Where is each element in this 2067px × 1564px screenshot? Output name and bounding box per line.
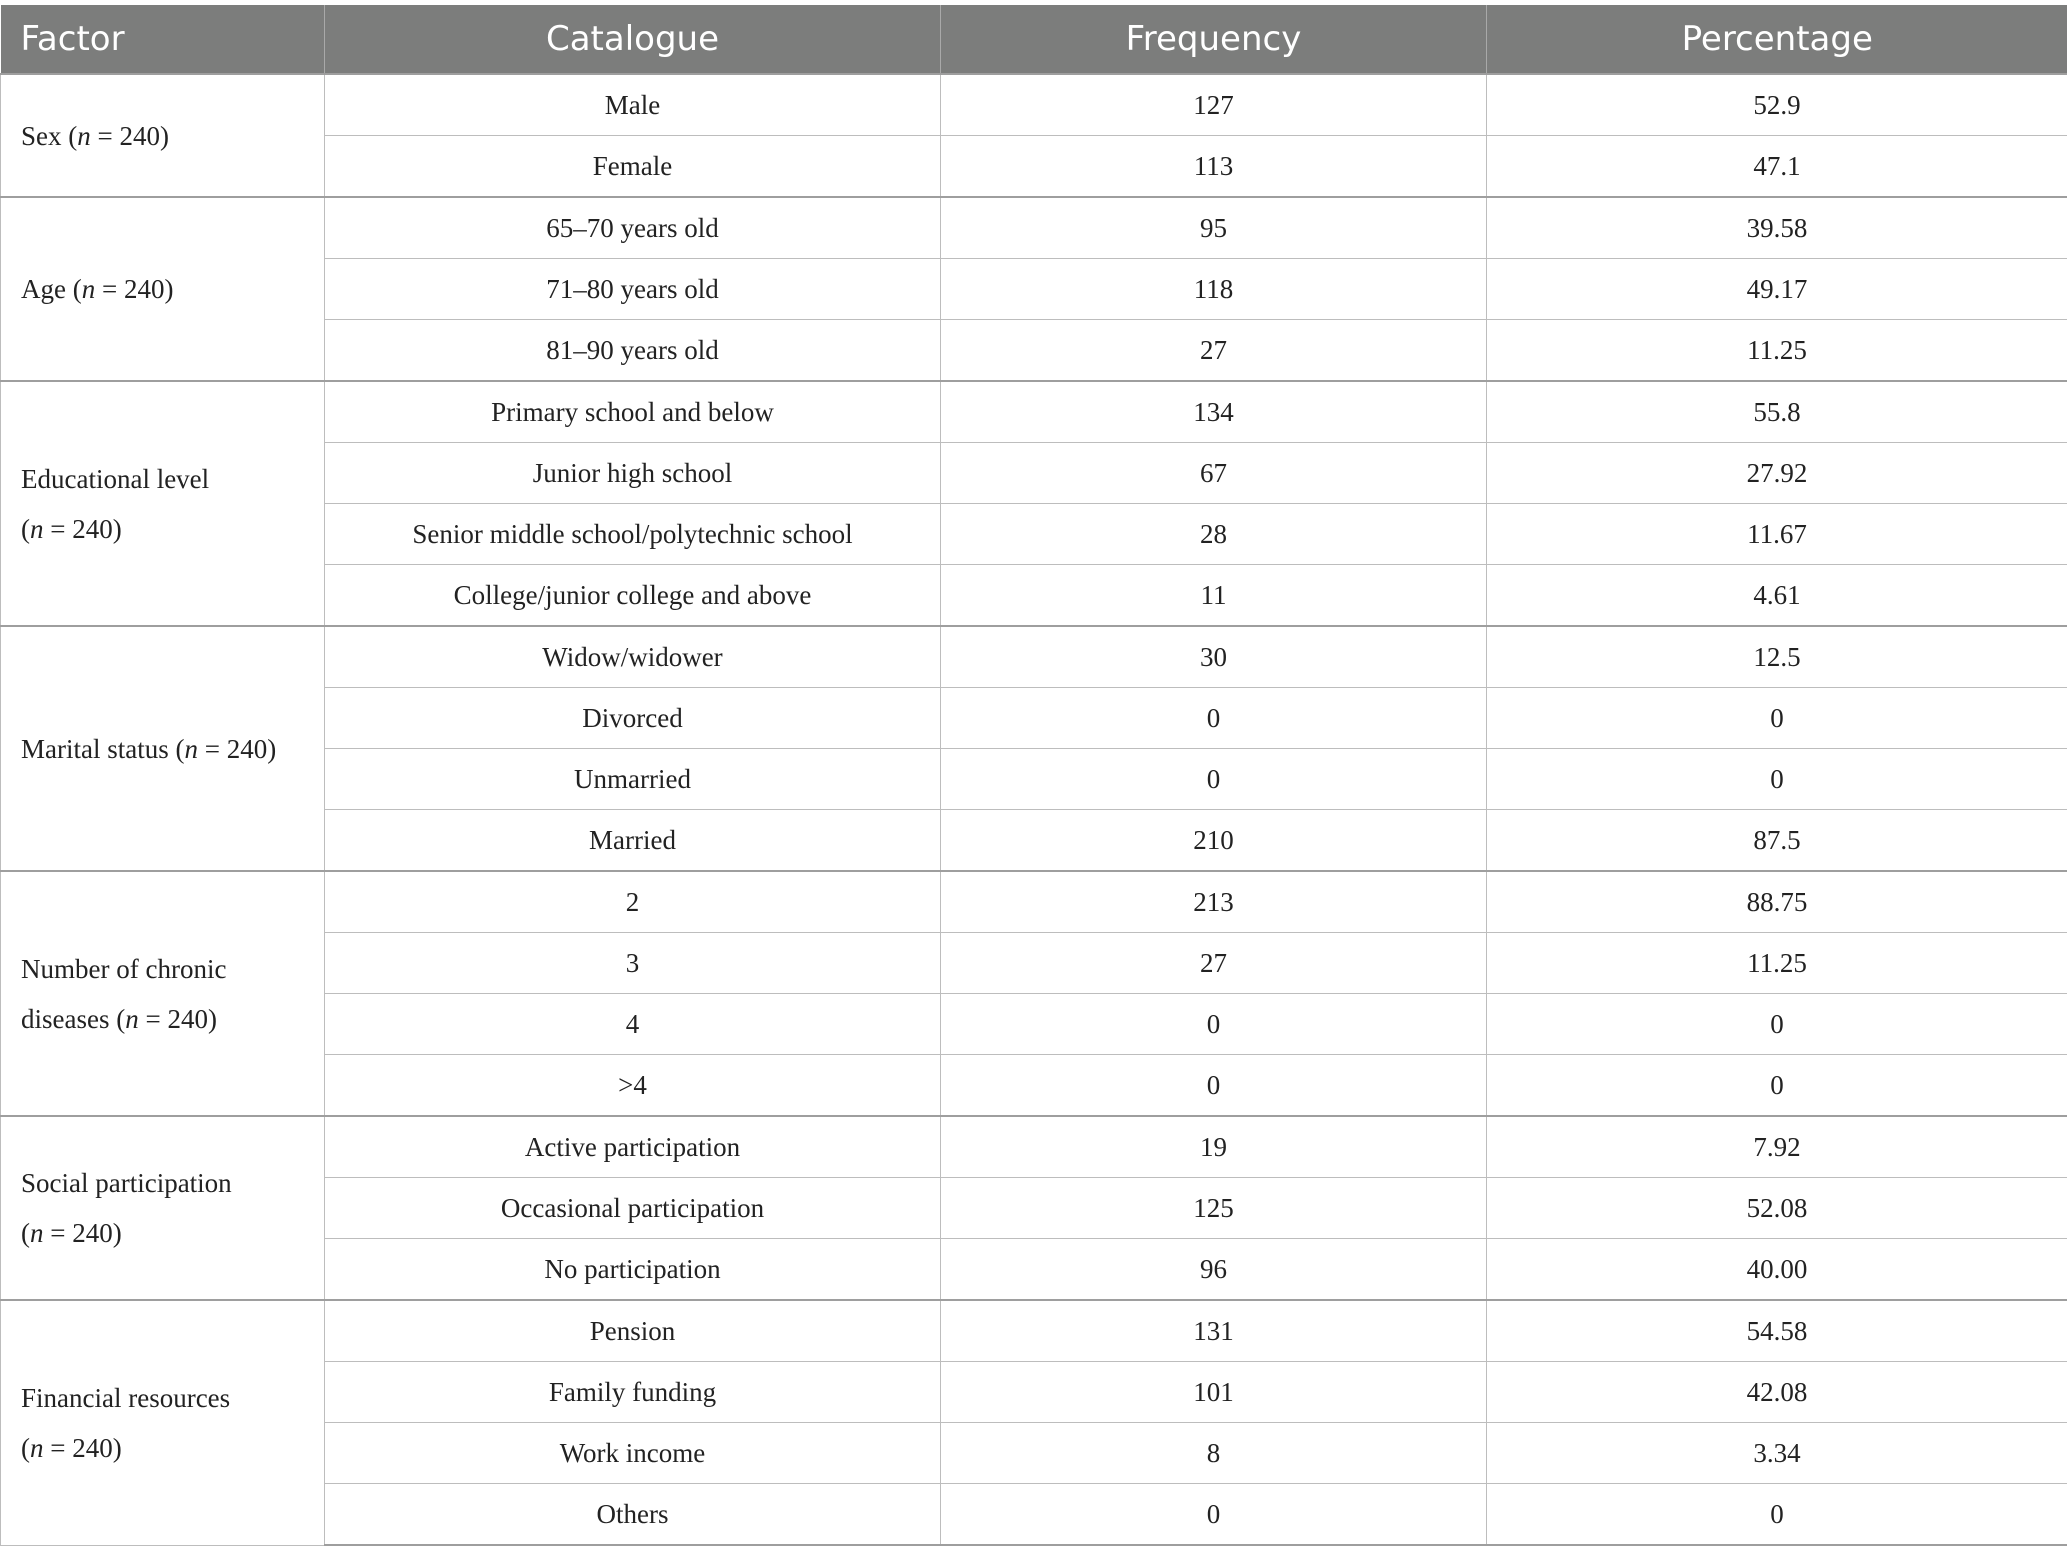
factor-sample-size <box>30 1218 122 1248</box>
percentage-cell: 7.92 <box>1487 1116 2067 1178</box>
percentage-cell: 52.08 <box>1487 1178 2067 1239</box>
catalogue-cell: 81–90 years old <box>325 320 941 382</box>
factor-sample-size <box>30 1433 122 1463</box>
factor-label: Marital status ( <box>21 733 185 764</box>
catalogue-cell: 2 <box>325 871 941 933</box>
sample-size-value: = 240) <box>95 274 174 304</box>
catalogue-cell: Family funding <box>325 1362 941 1423</box>
header-frequency: Frequency <box>941 5 1487 74</box>
table-row <box>1 871 2067 933</box>
factor-cell <box>1 1300 325 1545</box>
frequency-cell: 113 <box>941 136 1487 198</box>
frequency-cell: 131 <box>941 1300 1487 1362</box>
header-factor: Factor <box>1 5 325 74</box>
header-catalogue: Catalogue <box>325 5 941 74</box>
factor-cell <box>1 74 325 197</box>
catalogue-cell: Divorced <box>325 688 941 749</box>
frequency-cell: 27 <box>941 933 1487 994</box>
frequency-cell: 134 <box>941 381 1487 443</box>
factor-cell <box>1 1116 325 1300</box>
sample-size-symbol: n <box>184 733 198 764</box>
percentage-cell: 0 <box>1487 688 2067 749</box>
factor-cell <box>1 381 325 626</box>
percentage-cell: 40.00 <box>1487 1239 2067 1301</box>
factor-label: Sex ( <box>21 120 78 151</box>
percentage-cell: 11.67 <box>1487 504 2067 565</box>
catalogue-cell: Senior middle school/polytechnic school <box>325 504 941 565</box>
percentage-cell: 11.25 <box>1487 933 2067 994</box>
percentage-cell: 0 <box>1487 1484 2067 1546</box>
frequency-cell: 127 <box>941 74 1487 136</box>
factor-label: Financial resources <box>21 1382 231 1413</box>
frequency-cell: 0 <box>941 1484 1487 1546</box>
frequency-cell: 0 <box>941 994 1487 1055</box>
percentage-cell: 54.58 <box>1487 1300 2067 1362</box>
percentage-cell: 55.8 <box>1487 381 2067 443</box>
header-percentage: Percentage <box>1487 5 2067 74</box>
catalogue-cell: Junior high school <box>325 443 941 504</box>
catalogue-cell: Widow/widower <box>325 626 941 688</box>
factor-cell <box>1 871 325 1116</box>
factor-label: Number of chronic <box>21 953 227 984</box>
factor-sample-size <box>77 121 169 151</box>
table-row <box>1 626 2067 688</box>
factor-sample-size <box>184 734 276 764</box>
sample-size-value: = 240) <box>90 120 169 151</box>
factor-label-line2: ( <box>21 1432 30 1463</box>
factor-label-line2: ( <box>21 1218 30 1248</box>
table-row <box>1 381 2067 443</box>
percentage-cell: 27.92 <box>1487 443 2067 504</box>
frequency-cell: 101 <box>941 1362 1487 1423</box>
percentage-cell: 49.17 <box>1487 259 2067 320</box>
frequency-cell: 67 <box>941 443 1487 504</box>
catalogue-cell: 3 <box>325 933 941 994</box>
frequency-cell: 8 <box>941 1423 1487 1484</box>
header-row <box>1 5 2067 74</box>
catalogue-cell: College/junior college and above <box>325 565 941 627</box>
frequency-cell: 213 <box>941 871 1487 933</box>
percentage-cell: 42.08 <box>1487 1362 2067 1423</box>
catalogue-cell: Married <box>325 810 941 872</box>
catalogue-cell: Pension <box>325 1300 941 1362</box>
frequency-cell: 27 <box>941 320 1487 382</box>
frequency-cell: 11 <box>941 565 1487 627</box>
factor-label-line2: ( <box>21 513 30 544</box>
table-header <box>1 5 2067 74</box>
table-row <box>1 197 2067 259</box>
frequency-cell: 0 <box>941 688 1487 749</box>
table-row <box>1 1116 2067 1178</box>
sample-size-symbol: n <box>77 120 91 151</box>
factor-label: Age ( <box>21 274 82 304</box>
frequency-cell: 118 <box>941 259 1487 320</box>
frequency-cell: 95 <box>941 197 1487 259</box>
catalogue-cell: Others <box>325 1484 941 1546</box>
percentage-cell: 88.75 <box>1487 871 2067 933</box>
percentage-cell: 47.1 <box>1487 136 2067 198</box>
factor-label-line2: diseases ( <box>21 1003 126 1034</box>
sample-size-value: = 240) <box>138 1003 217 1034</box>
sample-size-value: = 240) <box>43 513 122 544</box>
frequency-cell: 125 <box>941 1178 1487 1239</box>
factor-sample-size <box>125 1004 217 1034</box>
sample-size-value: = 240) <box>43 1432 122 1463</box>
percentage-cell: 0 <box>1487 1055 2067 1117</box>
percentage-cell: 4.61 <box>1487 565 2067 627</box>
frequency-cell: 0 <box>941 1055 1487 1117</box>
percentage-cell: 39.58 <box>1487 197 2067 259</box>
factor-sample-size <box>82 274 174 304</box>
percentage-cell: 12.5 <box>1487 626 2067 688</box>
frequency-cell: 28 <box>941 504 1487 565</box>
catalogue-cell: 4 <box>325 994 941 1055</box>
catalogue-cell: Primary school and below <box>325 381 941 443</box>
sample-size-symbol: n <box>30 513 44 544</box>
catalogue-cell: No participation <box>325 1239 941 1301</box>
percentage-cell: 52.9 <box>1487 74 2067 136</box>
percentage-cell: 0 <box>1487 749 2067 810</box>
frequency-cell: 30 <box>941 626 1487 688</box>
sample-size-value: = 240) <box>197 733 277 764</box>
frequency-cell: 0 <box>941 749 1487 810</box>
percentage-cell: 3.34 <box>1487 1423 2067 1484</box>
catalogue-cell: Active participation <box>325 1116 941 1178</box>
sample-size-symbol: n <box>125 1003 139 1034</box>
catalogue-cell: >4 <box>325 1055 941 1117</box>
factor-cell <box>1 626 325 871</box>
catalogue-cell: Occasional participation <box>325 1178 941 1239</box>
sample-size-value: = 240) <box>43 1218 122 1248</box>
factor-label: Educational level <box>21 463 210 494</box>
factor-cell <box>1 197 325 381</box>
catalogue-cell: Unmarried <box>325 749 941 810</box>
table-row <box>1 74 2067 136</box>
table-row <box>1 1300 2067 1362</box>
catalogue-cell: 71–80 years old <box>325 259 941 320</box>
catalogue-cell: Work income <box>325 1423 941 1484</box>
catalogue-cell: Female <box>325 136 941 198</box>
factor-label: Social participation <box>21 1168 232 1198</box>
table-body <box>1 74 2067 1545</box>
demographics-table <box>0 5 2067 1546</box>
sample-size-symbol: n <box>30 1218 44 1248</box>
sample-size-symbol: n <box>30 1432 44 1463</box>
percentage-cell: 87.5 <box>1487 810 2067 872</box>
catalogue-cell: 65–70 years old <box>325 197 941 259</box>
frequency-cell: 96 <box>941 1239 1487 1301</box>
percentage-cell: 0 <box>1487 994 2067 1055</box>
percentage-cell: 11.25 <box>1487 320 2067 382</box>
frequency-cell: 210 <box>941 810 1487 872</box>
factor-sample-size <box>30 514 122 544</box>
catalogue-cell: Male <box>325 74 941 136</box>
sample-size-symbol: n <box>81 274 96 304</box>
frequency-cell: 19 <box>941 1116 1487 1178</box>
